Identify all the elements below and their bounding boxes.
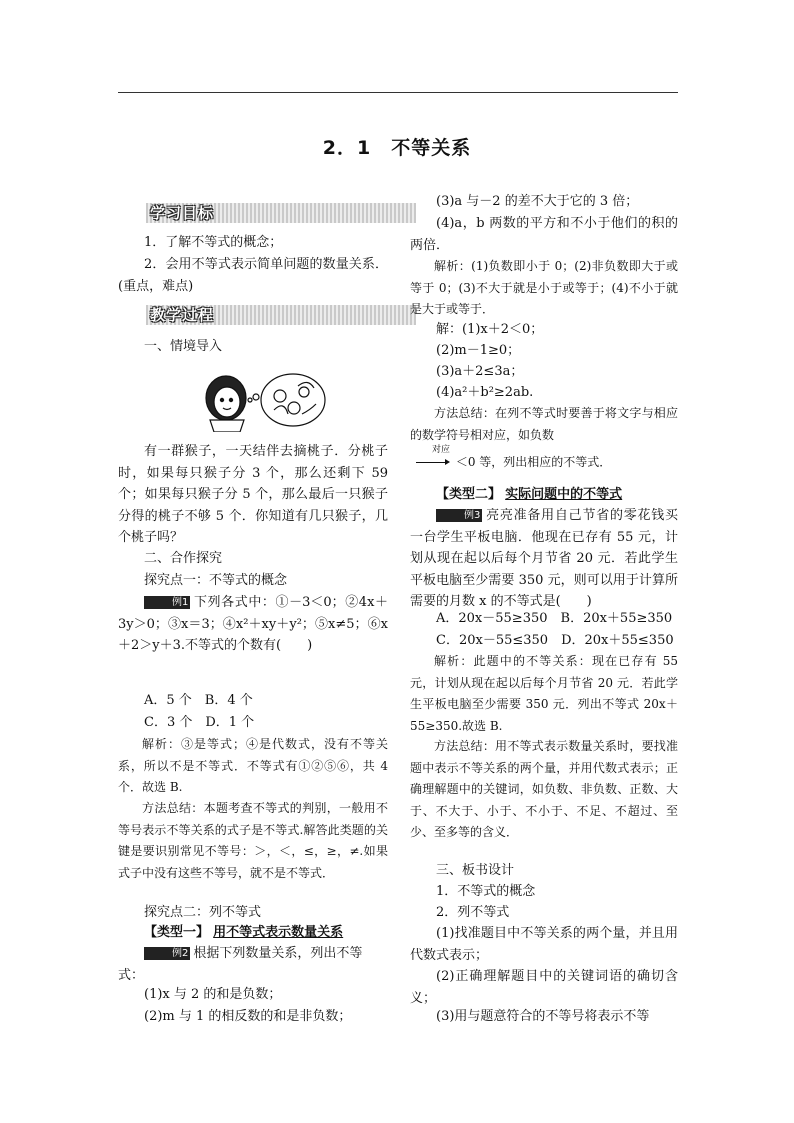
example-1-analysis: 解析：③是等式；④是代数式，没有不等关系，所以不是不等式．不等式有①②⑤⑥，共 4 个．故选 B. (118, 737, 388, 795)
type-2-heading (410, 484, 678, 506)
example-1-text: 下列各式中：①－3＜0；②4x＋3y＞0；③x＝3；④x²＋xy＋y²；⑤x≠5；⑥x＋2＞y＋3.不等式的个数有( ) (118, 595, 388, 654)
inquiry-point-1: 探究点一：不等式的概念 (144, 573, 288, 588)
type-1-heading (118, 922, 388, 944)
board-item-2-3: (3)用与题意符合的不等号将表示不等 (436, 1009, 650, 1024)
goal-2: 2．会用不等式表示简单问题的数量关系．(重点，难点) (118, 257, 388, 294)
correspondence-line (416, 445, 678, 474)
banner-label: 学习目标 (150, 204, 215, 222)
type-2-tag: 【类型二】 (436, 487, 502, 502)
example-3-tag: 例3 (436, 509, 482, 522)
example-1-method: 方法总结：本题考查不等式的判别，一般用不等号表示不等关系的式子是不等式.解答此类题的关键是要识别常见不等号：＞，＜，≤，≥，≠.如果式子中没有这些不等号，就不是不等式． (118, 801, 388, 880)
arrow-label: 对应 (432, 445, 451, 455)
solution-3: (3)a＋2≤3a； (436, 364, 524, 379)
example-1 (118, 592, 388, 657)
example-3-method: 方法总结：用不等式表示数量关系时，要找准题中表示不等关系的两个量，并用代数式表示；正确理解题中的关键词，如负数、非负数、正数、大于、不大于、小于、不小于、不足、不超过、至少、至多等的含义． (410, 739, 678, 840)
teaching-process-banner (146, 305, 416, 325)
banner-label: 教学过程 (150, 306, 215, 324)
board-item-2-1: (1)找准题目中不等关系的两个量，并且用代数式表示； (410, 926, 678, 963)
example-2 (118, 943, 388, 986)
example-3-analysis: 解析：此题中的不等关系：现在已存有 55 元，计划从现在起以后每个月节省 20 元．若此学生平板电脑至少需要 350 元．列出不等式 20x＋55≥350.故选 B. (410, 654, 678, 733)
type-2-title: 实际问题中的不等式 (505, 487, 623, 502)
board-item-2-2: (2)正确理解题目中的关键词语的确切含义； (410, 969, 678, 1006)
question-4: (4)a，b 两数的平方和不小于他们的积的两倍． (410, 216, 678, 253)
solution-1: 解：(1)x＋2＜0； (436, 322, 544, 337)
example-1-options-ab: A．5 个 B．4 个 (144, 693, 253, 708)
question-2: (2)m 与 1 的相反数的和是非负数； (144, 1009, 352, 1024)
example-1-tag: 例1 (144, 596, 190, 609)
solution-2: (2)m－1≥0； (436, 343, 521, 358)
monkey-peach-illustration (198, 370, 438, 432)
board-item-2: 2．列不等式 (436, 905, 510, 920)
example-3 (410, 505, 678, 613)
question-3: (3)a 与－2 的差不大于它的 3 倍； (436, 194, 639, 209)
story-paragraph: 有一群猴子，一天结伴去摘桃子．分桃子时，如果每只猴子分 3 个，那么还剩下 59 个；如果每只猴子分 5 个，那么最后一只猴子分得的桃子不够 5 个．你知道有几只猴子，几个桃子吗？ (118, 444, 388, 546)
thought-bubble-icon (248, 374, 325, 426)
example-3-text: 亮亮准备用自己节省的零花钱买一台学生平板电脑．他现在已存有 55 元，计划从现在起以后每个月节省 20 元．若此学生平板电脑至少需要 350 元，则可以用于计算所需要的月数 x 的不等式是( ) (410, 508, 678, 610)
page-title: 2．1 不等关系 (322, 137, 472, 159)
girl-icon (206, 376, 246, 432)
example-3-options-cd: C．20x－55≤350 D．20x＋55≤350 (436, 633, 674, 648)
type-1-tag: 【类型一】 (144, 925, 210, 940)
section-board-design: 三、板书设计 (436, 863, 515, 878)
board-item-1: 1．不等式的概念 (436, 884, 536, 899)
example-2-method: 方法总结：在列不等式时要善于将文字与相应的数学符号相对应，如负数 (410, 406, 678, 442)
arrow-icon (416, 462, 446, 463)
section-scene-intro: 一、情境导入 (144, 339, 223, 354)
inquiry-point-2: 探究点二：列不等式 (144, 905, 262, 920)
solution-4: (4)a²＋b²≥2ab. (436, 385, 534, 400)
example-2-analysis: 解析：(1)负数即小于 0；(2)非负数即大于或等于 0；(3)不大于就是小于或等于；(4)不小于就是大于或等于． (410, 259, 678, 317)
section-cooperative-inquiry: 二、合作探究 (144, 551, 223, 566)
learning-goals-banner (146, 203, 416, 223)
header-rule (118, 92, 678, 93)
example-2-text: 根据下列数量关系，列出不等式： (118, 946, 363, 983)
example-2-tag: 例2 (144, 947, 190, 960)
example-3-options-ab: A．20x－55≥350 B．20x＋55≥350 (436, 611, 673, 626)
type-1-title: 用不等式表示数量关系 (213, 925, 344, 940)
question-1: (1)x 与 2 的和是负数； (144, 987, 282, 1002)
method-2-tail: ＜0 等，列出相应的不等式． (455, 455, 612, 469)
example-1-options-cd: C．3 个 D．1 个 (144, 715, 255, 730)
goal-1: 1．了解不等式的概念； (144, 235, 283, 250)
